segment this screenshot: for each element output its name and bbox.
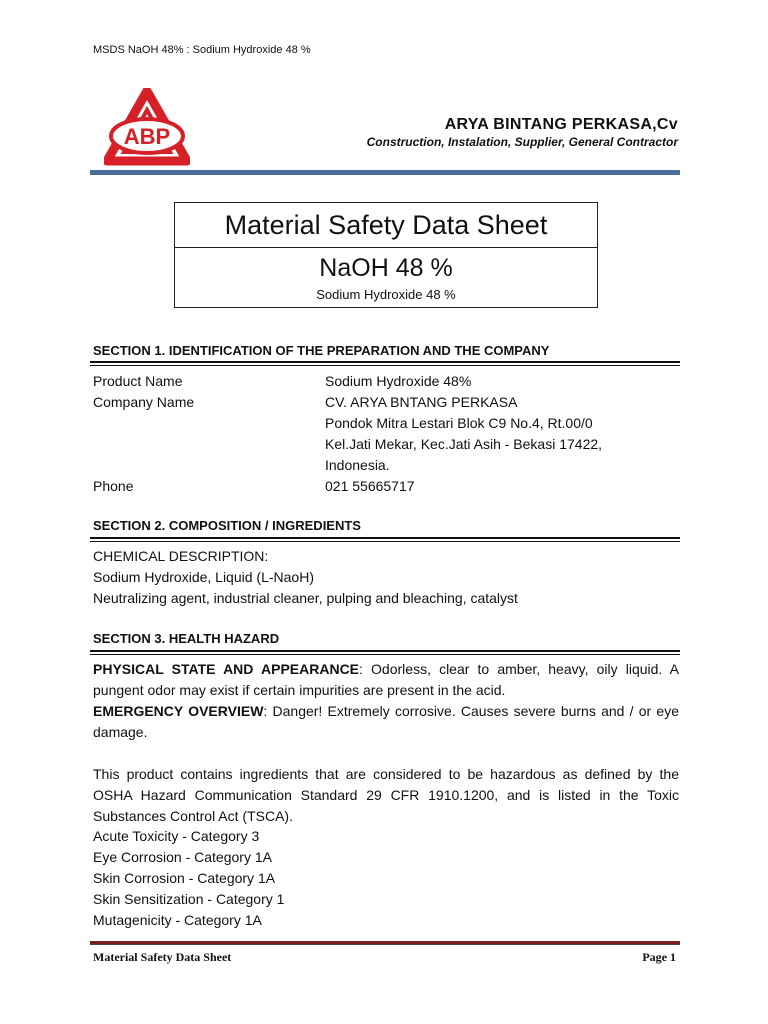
company-name-label: Company Name xyxy=(93,394,195,410)
section-2-rule xyxy=(90,537,680,542)
address-line-3: Indonesia. xyxy=(325,457,390,473)
chemical-description-line: Sodium Hydroxide, Liquid (L-NaoH) xyxy=(93,569,314,585)
osha-paragraph: This product contains ingredients that are considered to be hazardous as defined by the OSHA Hazard Communication Standard 29 CFR 1910.1200, and is listed in the Toxic Substances Control Act (TSCA). xyxy=(93,766,679,824)
hazard-category: Mutagenicity - Category 1A xyxy=(93,912,262,928)
emergency-overview-paragraph xyxy=(93,701,679,743)
physical-state-text: : Odorless, clear to amber, heavy, oily liquid. A pungent odor may exist if certain impurities are present in the acid. xyxy=(93,661,679,698)
emergency-overview-label: EMERGENCY OVERVIEW xyxy=(93,703,264,719)
product-name-label: Product Name xyxy=(93,373,183,389)
emergency-overview-text: : Danger! Extremely corrosive. Causes severe burns and / or eye damage. xyxy=(93,703,679,740)
footer-page-number: Page 1 xyxy=(642,950,676,964)
footer-divider xyxy=(90,941,680,945)
address-line-2: Kel.Jati Mekar, Kec.Jati Asih - Bekasi 17422, xyxy=(325,436,603,452)
address-line-1: Pondok Mitra Lestari Blok C9 No.4, Rt.00/0 xyxy=(325,415,593,431)
physical-state-paragraph xyxy=(93,659,679,701)
phone-label: Phone xyxy=(93,478,134,494)
abp-company-logo xyxy=(104,88,190,166)
hazard-category: Skin Corrosion - Category 1A xyxy=(93,870,276,886)
title-box xyxy=(174,202,598,308)
header-divider xyxy=(90,170,680,175)
section-1-rule xyxy=(90,361,680,366)
document-title: Material Safety Data Sheet xyxy=(175,203,597,248)
logo-text: ABP xyxy=(123,124,171,149)
section-1-heading: SECTION 1. IDENTIFICATION OF THE PREPARATION AND THE COMPANY xyxy=(93,343,550,358)
company-tagline: Construction, Instalation, Supplier, General Contractor xyxy=(366,135,678,149)
header-note: MSDS NaOH 48% : Sodium Hydroxide 48 % xyxy=(93,44,311,56)
section-3-rule xyxy=(90,650,680,655)
company-name: ARYA BINTANG PERKASA,Cv xyxy=(444,116,678,133)
section-3-heading: SECTION 3. HEALTH HAZARD xyxy=(93,631,280,646)
chemical-description-label: CHEMICAL DESCRIPTION: xyxy=(93,548,269,564)
section-2-heading: SECTION 2. COMPOSITION / INGREDIENTS xyxy=(93,518,361,533)
company-name-value: CV. ARYA BNTANG PERKASA xyxy=(325,394,518,410)
physical-state-label: PHYSICAL STATE AND APPEARANCE xyxy=(93,661,360,677)
product-name-value: Sodium Hydroxide 48% xyxy=(325,373,472,389)
product-formula: NaOH 48 % xyxy=(319,254,453,282)
footer-document-name: Material Safety Data Sheet xyxy=(93,950,232,964)
hazard-category: Acute Toxicity - Category 3 xyxy=(93,828,260,844)
chemical-uses-line: Neutralizing agent, industrial cleaner, pulping and bleaching, catalyst xyxy=(93,590,518,606)
hazard-category: Eye Corrosion - Category 1A xyxy=(93,849,272,865)
hazard-category: Skin Sensitization - Category 1 xyxy=(93,891,285,907)
phone-value: 021 55665717 xyxy=(325,478,415,494)
product-full-name: Sodium Hydroxide 48 % xyxy=(316,287,456,302)
